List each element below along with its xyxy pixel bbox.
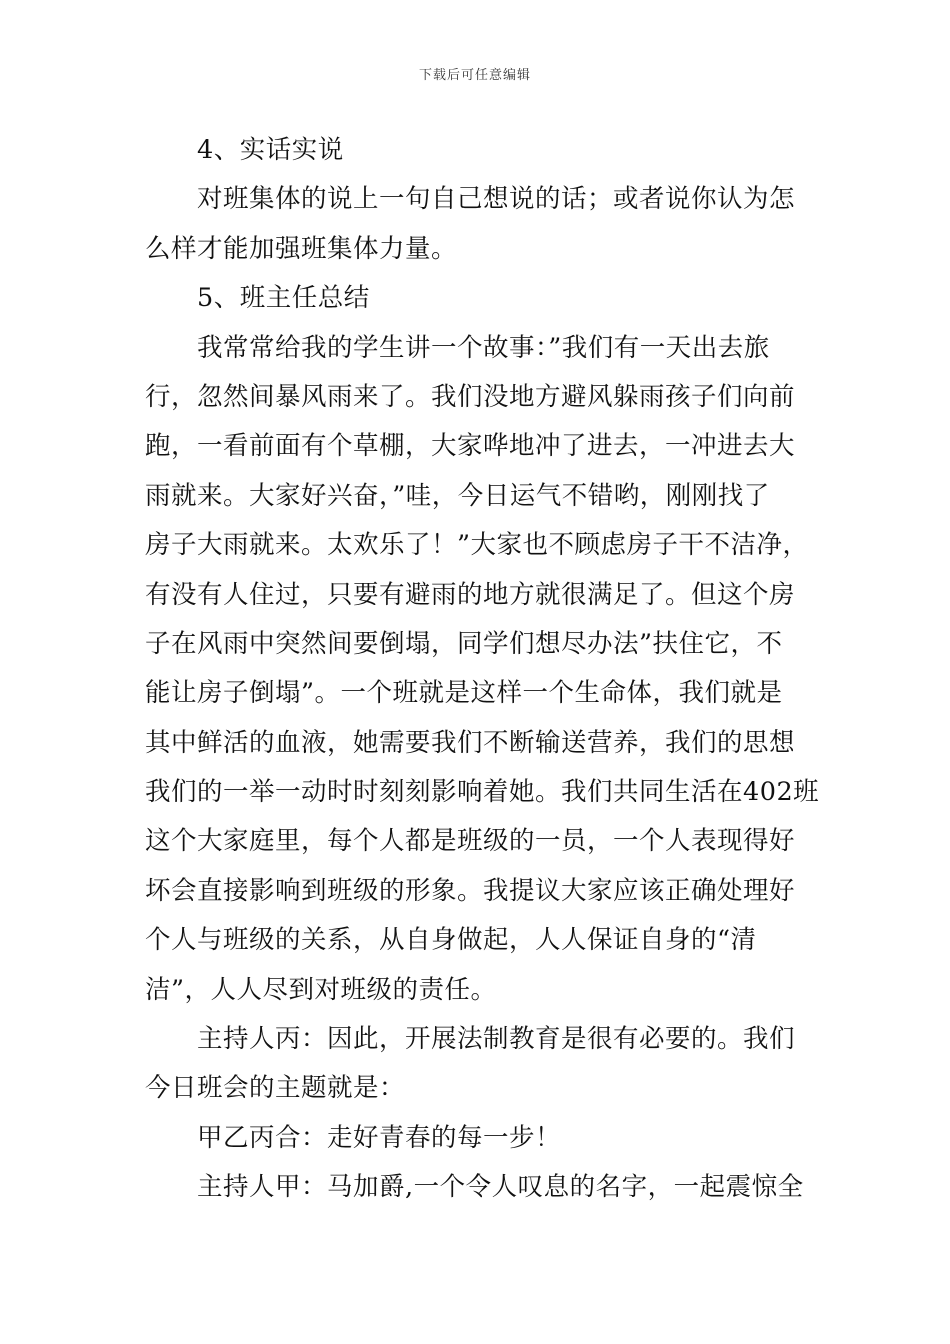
paragraph-line: 个人与班级的关系，从自身做起，人人保证自身的“清	[145, 925, 757, 956]
paragraph-line: 洁”，人人尽到对班级的责任。	[145, 974, 497, 1005]
page-header: 下载后可任意编辑	[418, 68, 531, 83]
paragraph-line: 雨就来。大家好兴奋，”哇，今日运气不错哟，刚刚找了	[145, 480, 770, 511]
paragraph-line: 甲乙丙合：走好青春的每一步！	[197, 1122, 562, 1153]
paragraph-line: 能让房子倒塌”。一个班就是这样一个生命体，我们就是	[145, 678, 783, 709]
paragraph-line: 主持人丙：因此，开展法制教育是很有必要的。我们	[197, 1024, 796, 1055]
paragraph-line: 这个大家庭里，每个人都是班级的一员，一个人表现得好	[145, 826, 796, 857]
document-body	[145, 126, 820, 1213]
paragraph-line: 坏会直接影响到班级的形象。我提议大家应该正确处理好	[145, 875, 796, 906]
paragraph-line: 有没有人住过，只要有避雨的地方就很满足了。但这个房	[145, 579, 796, 610]
paragraph-line: 房子大雨就来。太欢乐了！”大家也不顾虑房子干不洁净，	[145, 530, 809, 561]
paragraph-line: 对班集体的说上一句自己想说的话；或者说你认为怎	[197, 184, 796, 215]
paragraph-line: 么样才能加强班集体力量。	[145, 233, 458, 264]
paragraph-line: 子在风雨中突然间要倒塌，同学们想尽办法”扶住它，不	[145, 628, 783, 659]
paragraph-line: 其中鲜活的血液，她需要我们不断输送营养，我们的思想	[145, 727, 796, 758]
paragraph-line: 跑，一看前面有个草棚，大家哗地冲了进去，一冲进去大	[145, 431, 796, 462]
paragraph-line: 今日班会的主题就是：	[145, 1073, 406, 1104]
paragraph-line: 我们的一举一动时时刻刻影响着她。我们共同生活在402班	[145, 777, 820, 808]
heading-4-real-talk: 4、实话实说	[197, 135, 344, 165]
paragraph-line: 行，忽然间暴风雨来了。我们没地方避风躲雨孩子们向前	[145, 381, 796, 412]
heading-5-teacher-summary: 5、班主任总结	[197, 283, 370, 314]
paragraph-line: 我常常给我的学生讲一个故事：”我们有一天出去旅	[197, 332, 770, 363]
paragraph-line: 主持人甲：马加爵,一个令人叹息的名字，一起震惊全	[197, 1172, 804, 1203]
